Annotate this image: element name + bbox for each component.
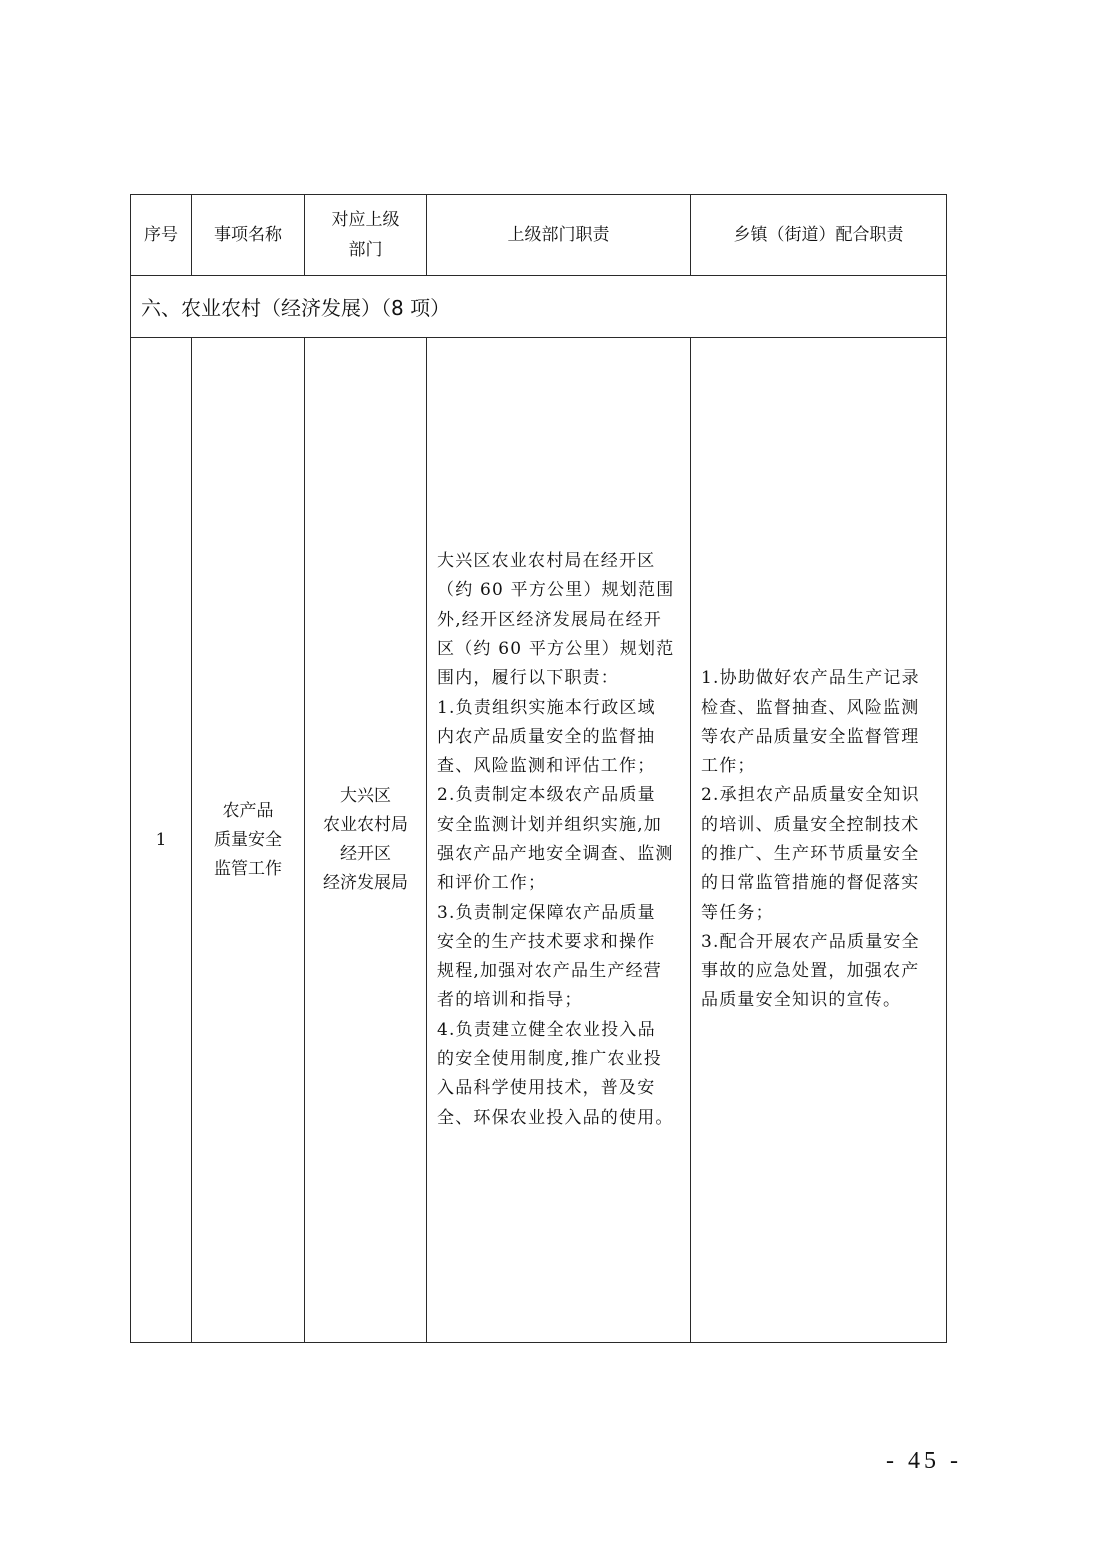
table-row (131, 338, 947, 1343)
header-dept: 对应上级 部门 (305, 195, 427, 276)
header-upper-duty: 上级部门职责 (427, 195, 691, 276)
header-town-duty: 乡镇（街道）配合职责 (691, 195, 947, 276)
row-seq: 1 (131, 338, 192, 1343)
section-row (131, 276, 947, 338)
row-upper-duty: 大兴区农业农村局在经开区 （约 60 平方公里）规划范围 外,经开区经济发展局在经开 区（约 60 平方公里）规划范 围内，履行以下职责： 1.负责组织实施本行政区域 内农产品质量安全的监督抽 查、风险监测和评估工作； 2.负责制定本级农产品质量 安全监测计划并组织实施,加 强农产品产地安全调查、监测 和评价工作； 3.负责制定保障农产品质量 安全的生产技术要求和操作 规程,加强对农产品生产经营 者的培训和指导； 4.负责建立健全农业投入品 的安全使用制度,推广农业投 入品科学使用技术，普及安 全、环保农业投入品的使用。 (427, 338, 691, 1343)
row-item-name: 农产品 质量安全 监管工作 (192, 338, 305, 1343)
section-title: 六、农业农村（经济发展）（8 项） (131, 276, 947, 338)
duty-table (130, 194, 947, 1343)
page-number: - 45 - (886, 1448, 962, 1474)
header-seq: 序号 (131, 195, 192, 276)
table-header-row (131, 195, 947, 276)
row-dept: 大兴区 农业农村局 经开区 经济发展局 (305, 338, 427, 1343)
header-item-name: 事项名称 (192, 195, 305, 276)
row-town-duty: 1.协助做好农产品生产记录 检查、监督抽查、风险监测 等农产品质量安全监督管理 工作； 2.承担农产品质量安全知识 的培训、质量安全控制技术 的推广、生产环节质量安全 的日常监管措施的督促落实 等任务； 3.配合开展农产品质量安全 事故的应急处置，加强农产 品质量安全知识的宣传。 (691, 338, 947, 1343)
